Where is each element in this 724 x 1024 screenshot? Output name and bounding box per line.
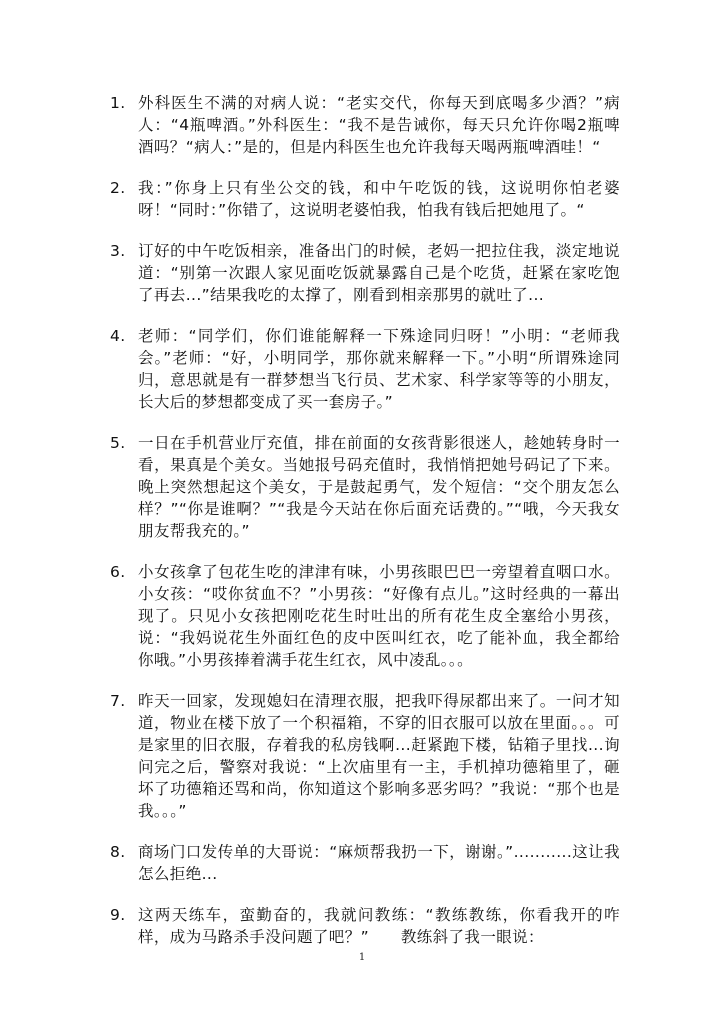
list-item-text: 我：”你身上只有坐公交的钱，和中午吃饭的钱，这说明你怕老婆呀！“同时：”你错了，这说明老婆怕我，怕我有钱后把她甩了。“ <box>138 179 620 219</box>
list-item-text: 订好的中午吃饭相亲，准备出门的时候，老妈一把拉住我，淡定地说道：“别第一次跟人家见面吃饭就暴露自己是个吃货，赶紧在家吃饱了再去...”结果我吃的太撑了，刚看到相亲那男的就吐了... <box>138 242 620 304</box>
list-item-number: 1. <box>110 94 126 112</box>
list-item-text: 商场门口发传单的大哥说：“麻烦帮我扔一下，谢谢。”...........这让我怎么拒绝... <box>138 843 620 883</box>
list-item-text: 一日在手机营业厅充值，排在前面的女孩背影很迷人，趁她转身时一看，果真是个美女。当她报号码充值时，我悄悄把她号码记了下来。晚上突然想起这个美女，于是鼓起勇气，发个短信：“交个朋友怎么样？”“你是谁啊？”“我是今天站在你后面充话费的。”“哦，今天我女朋友帮我充的。” <box>138 434 620 540</box>
list-item-number: 2. <box>110 179 126 197</box>
list-item <box>110 325 620 413</box>
list-item-number: 3. <box>110 242 126 260</box>
list-item <box>110 240 620 306</box>
list-item <box>110 841 620 885</box>
list-item-number: 9. <box>110 906 126 924</box>
list-item-text: 小女孩拿了包花生吃的津津有味，小男孩眼巴巴一旁望着直咽口水。小女孩：“哎你贫血不？”小男孩：“好像有点儿。”这时经典的一幕出现了。只见小女孩把刚吃花生时吐出的所有花生皮全塞给小男孩，说：“我妈说花生外面红色的皮中医叫红衣，吃了能补血，我全都给你哦。”小男孩捧着满手花生红衣，风中凌乱。。。 <box>138 563 620 669</box>
list-item-number: 8. <box>110 843 126 861</box>
list-item-number: 6. <box>110 563 126 581</box>
list-item-number: 4. <box>110 327 126 345</box>
list-item-text: 外科医生不满的对病人说：“老实交代，你每天到底喝多少酒？”病人：“4瓶啤酒。”外科医生：“我不是告诫你，每天只允许你喝2瓶啤酒吗？“病人：”是的，但是内科医生也允许我每天喝两瓶啤酒哇！“ <box>138 94 620 156</box>
list-item-text: 昨天一回家，发现媳妇在清理衣服，把我吓得尿都出来了。一问才知道，物业在楼下放了一个积福箱，不穿的旧衣服可以放在里面。。。可是家里的旧衣服，存着我的私房钱啊...赶紧跑下楼，钻箱子里找...询问完之后，警察对我说：“上次庙里有一主，手机掉功德箱里了，砸坏了功德箱还骂和尚，你知道这个影响多恶劣吗？”我说：“那个也是我。。。” <box>138 692 620 820</box>
list-item <box>110 561 620 671</box>
list-item-number: 5. <box>110 434 126 452</box>
page-number: 1 <box>358 952 366 963</box>
list-item <box>110 92 620 158</box>
list-item <box>110 432 620 542</box>
list-item-text: 老师：“同学们，你们谁能解释一下殊途同归呀！”小明：“老师我会。”老师：“好，小明同学，那你就来解释一下。”小明“所谓殊途同归，意思就是有一群梦想当飞行员、艺术家、科学家等等的小朋友，长大后的梦想都变成了买一套房子。” <box>138 327 620 411</box>
list-item-text: 这两天练车，蛮勤奋的，我就问教练：“教练教练，你看我开的咋样，成为马路杀手没问题了吧？” 教练斜了我一眼说： <box>138 906 620 946</box>
list-item-number: 7. <box>110 692 126 710</box>
joke-list <box>110 92 620 948</box>
list-item <box>110 904 620 948</box>
list-item <box>110 177 620 221</box>
list-item <box>110 690 620 822</box>
